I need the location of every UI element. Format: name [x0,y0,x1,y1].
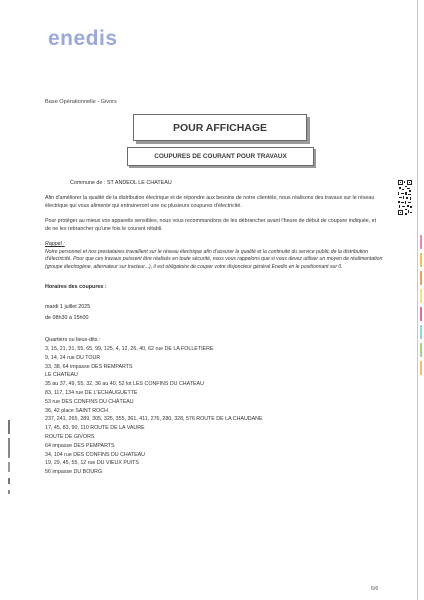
list-item: 33, 38, 64 impasse DES REMPARTS [45,363,133,370]
list-item: 35 au 37, 49, 55, 32, 36 au 40, 52 lot LES CONFINS DU CHATEAU [45,381,204,388]
coupure-time: de 08h30 à 15h00 [45,315,89,321]
scan-edge-line [417,0,418,600]
page-number: 6/6 [371,586,379,592]
list-item: 19, 29, 45, 55, 12 rue DU VIEUX PUITS [45,460,139,467]
pour-affichage-title: POUR AFFICHAGE [133,114,307,141]
list-item: LE CHATEAU [45,372,78,379]
margin-barcode-text [6,420,14,500]
protection-paragraph: Pour protéger au mieux vos appareils sensibles, nous vous recommandons de les débrancher avant l'heure de début de coupure indiquée, et de ne les rebrancher qu'une fois le courant rétabli. [45,218,377,232]
intro-paragraph: Afin d'améliorer la qualité de la distribution électrique et de répondre aux besoins de notre clientèle, nous réalisons des travaux sur le réseau électrique qui vous alimente qui entraineront une ou plusieurs coupures d'électricité. [45,195,375,209]
horaires-title: Horaires des coupures : [45,284,107,290]
base-operationnelle: Base Opérationnelle - Givors [45,99,117,105]
list-item: 3, 15, 21, 31, 55, 65, 99, 125, 4, 12, 26, 40, 62 rue DE LA FOLLETIERE [45,346,214,352]
list-item: 83, 117, 134 rue DE L'ECHAUGUETTE [45,389,138,396]
list-item: 53 rue DES CONFINS DU CHÂTEAU [45,398,134,405]
scan-color-strip [420,235,422,375]
address-list [45,345,365,477]
coupures-title: COUPURES DE COURANT POUR TRAVAUX [127,147,314,166]
rappel-text: Notre personnel et nos prestataires travaillent sur le réseau électrique afin d'assurer la qualité et la continuité du service public de la distribution d'électricité. Pour que ces travaux puissent être réalisés en toute sécurité, nous vous rappelons que si vous devez utiliser un moyen de réalimentation (groupe électrogène, alternateur sur tracteur...), il est obligatoire de couper votre disjoncteur général Enedis en le positionnant sur 0. [45,249,383,270]
list-item: 34, 104 rue DES CONFINS DU CHATEAU [45,451,145,458]
svg-text:enedis: enedis [48,27,118,50]
quartiers-title: Quartiers ou lieux-dits : [45,337,101,343]
list-item: 237, 241, 265, 289, 305, 325, 355, 361, 411, 276, 280, 328, 576 ROUTE DE LA CHAUDANE [45,416,263,423]
enedis-logo [48,26,126,50]
list-item: 36, 42 place SAINT ROCH [45,407,108,414]
list-item: 64 impasse DES PEMPARTS [45,442,115,449]
qr-code-icon [398,180,412,215]
list-item: 56 impasse DU BOURG [45,469,103,476]
rappel-title: Rappel : [45,241,65,247]
list-item: 9, 14, 24 rue DU TOUR [45,354,101,361]
list-item: ROUTE DE GIVORS [45,433,95,440]
list-item: 17, 45, 83, 90, 110 ROUTE DE LA VAURE [45,425,145,432]
coupure-date: mardi 1 juillet 2025 [45,304,91,310]
commune-line: Commune de : ST ANDEOL LE CHATEAU [70,180,172,186]
